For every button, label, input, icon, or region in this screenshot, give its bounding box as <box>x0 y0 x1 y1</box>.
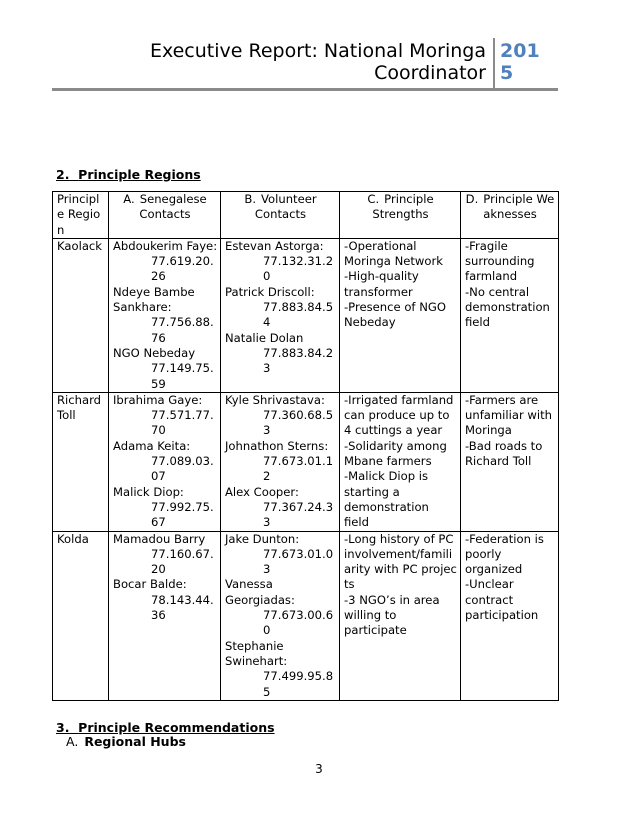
contact-phone: 77.883.84.23 <box>263 345 334 376</box>
weakness-item: -Fragile surrounding farmland <box>465 238 535 284</box>
volunteer-contacts-cell <box>221 531 340 700</box>
weaknesses-cell <box>461 238 559 392</box>
strengths-cell <box>340 392 461 531</box>
contact-name: Jake Dunton: <box>225 531 300 546</box>
page-number: 3 <box>315 762 323 776</box>
strength-item: -Solidarity among Mbane farmers <box>344 438 447 469</box>
report-title <box>106 40 486 84</box>
contact-name: Patrick Driscoll: <box>225 284 315 299</box>
strength-item: -Presence of NGO Nebeday <box>344 300 446 330</box>
contact-phone: 77.132.31.20 <box>263 254 334 284</box>
volunteer-contacts-cell <box>221 392 340 531</box>
contact-name: Ibrahima Gaye: <box>113 392 203 407</box>
report-title-line2: Coordinator <box>374 62 486 84</box>
column-header-letter: B. <box>244 192 256 206</box>
subsection-heading-regional-hubs <box>66 734 186 749</box>
contact-phone: 77.619.20.26 <box>151 254 214 284</box>
contact-name: Natalie Dolan <box>225 330 304 345</box>
contact-phone: 77.673.01.12 <box>263 454 334 484</box>
report-year-line1: 201 <box>500 40 540 62</box>
strength-item: -Long history of PC involvement/familiarity with PC projects <box>344 531 457 592</box>
column-header-letter: C. <box>367 192 380 206</box>
contact-name: Kyle Shrivastava: <box>225 392 325 407</box>
table-row <box>53 531 559 700</box>
region-name: Kolda <box>57 531 89 546</box>
subsection-letter: A. <box>66 734 79 749</box>
contact-name: Mamadou Barry <box>113 531 206 546</box>
senegalese-contacts-cell <box>109 531 221 700</box>
column-header-label: Volunteer Contacts <box>254 192 317 222</box>
weaknesses-cell <box>461 531 559 700</box>
section-number: 3. <box>56 720 70 735</box>
column-header-label: Principle Region <box>57 192 101 237</box>
contact-phone: 77.499.95.85 <box>263 669 334 699</box>
section-heading-principle-regions <box>56 167 201 182</box>
strength-item: -Irrigated farmland can produce up to 4 cuttings a year <box>344 392 454 438</box>
contact-phone: 77.089.03.07 <box>151 454 214 484</box>
report-year <box>500 40 550 84</box>
volunteer-contacts-cell <box>221 238 340 392</box>
column-header-weaknesses <box>461 192 559 239</box>
contact-name: Bocar Balde: <box>113 577 187 592</box>
column-header-senegalese-contacts <box>109 192 221 239</box>
contact-phone: 78.143.44.36 <box>151 592 214 623</box>
region-cell <box>53 392 109 531</box>
table-header-row <box>53 192 559 239</box>
strength-item: -High-quality transformer <box>344 269 419 299</box>
header-divider <box>493 38 495 88</box>
region-name: Kaolack <box>57 238 103 253</box>
contact-phone: 77.160.67.20 <box>151 546 214 577</box>
contact-name: Alex Cooper: <box>225 484 299 499</box>
contact-phone: 77.756.88.76 <box>151 315 214 345</box>
senegalese-contacts-cell <box>109 238 221 392</box>
region-cell <box>53 531 109 700</box>
contact-name: Stephanie Swinehart: <box>225 638 288 668</box>
contact-name: Vanessa Georgiadas: <box>225 577 295 607</box>
contact-phone: 77.673.00.60 <box>263 608 334 638</box>
header-rule <box>52 88 558 91</box>
report-year-line2: 5 <box>500 62 514 84</box>
table-row <box>53 238 559 392</box>
strengths-cell <box>340 531 461 700</box>
column-header-label: Principle Weaknesses <box>483 192 555 222</box>
subsection-title: Regional Hubs <box>84 734 186 749</box>
column-header-label: Senegalese Contacts <box>139 192 207 222</box>
section-number: 2. <box>56 167 70 182</box>
weakness-item: -Farmers are unfamiliar with Moringa <box>465 392 552 438</box>
region-name: Richard Toll <box>57 392 102 423</box>
principle-regions-table <box>52 191 559 701</box>
contact-phone: 77.992.75.67 <box>151 499 214 530</box>
report-title-line1: Executive Report: National Moringa <box>149 40 486 62</box>
column-header-letter: D. <box>465 192 479 206</box>
contact-name: Estevan Astorga: <box>225 238 324 253</box>
column-header-letter: A. <box>123 192 135 206</box>
strength-item: -Malick Diop is starting a demonstration field <box>344 469 429 530</box>
column-header-label: Principle Strengths <box>372 192 434 222</box>
weakness-item: -Unclear contract participation <box>465 577 539 623</box>
contact-name: Adama Keita: <box>113 438 191 453</box>
column-header-volunteer-contacts <box>221 192 340 239</box>
contact-phone: 77.673.01.03 <box>263 546 334 577</box>
weakness-item: -Federation is poorly organized <box>465 531 544 577</box>
section-title: Principle Recommendations <box>78 720 275 735</box>
strength-item: -Operational Moringa Network <box>344 238 443 269</box>
contact-name: NGO Nebeday <box>113 345 196 360</box>
strengths-cell <box>340 238 461 392</box>
section-title: Principle Regions <box>78 167 201 182</box>
weakness-item: -Bad roads to Richard Toll <box>465 438 543 469</box>
region-cell <box>53 238 109 392</box>
contact-phone: 77.360.68.53 <box>263 408 334 438</box>
strength-item: -3 NGO’s in area willing to participate <box>344 592 440 638</box>
senegalese-contacts-cell <box>109 392 221 531</box>
contact-name: Abdoukerim Faye: <box>113 238 218 253</box>
contact-phone: 77.883.84.54 <box>263 300 334 330</box>
contact-phone: 77.367.24.33 <box>263 499 334 530</box>
contact-name: Malick Diop: <box>113 484 184 499</box>
column-header-strengths <box>340 192 461 239</box>
report-header <box>52 36 558 92</box>
contact-name: Johnathon Sterns: <box>225 438 329 453</box>
weakness-item: -No central demonstration field <box>465 284 550 330</box>
column-header-region <box>53 192 109 239</box>
weaknesses-cell <box>461 392 559 531</box>
section-heading-principle-recommendations <box>56 720 275 735</box>
table-row <box>53 392 559 531</box>
contact-phone: 77.149.75.59 <box>151 361 214 391</box>
contact-name: Ndeye Bambe Sankhare: <box>113 284 195 315</box>
contact-phone: 77.571.77.70 <box>151 408 214 438</box>
